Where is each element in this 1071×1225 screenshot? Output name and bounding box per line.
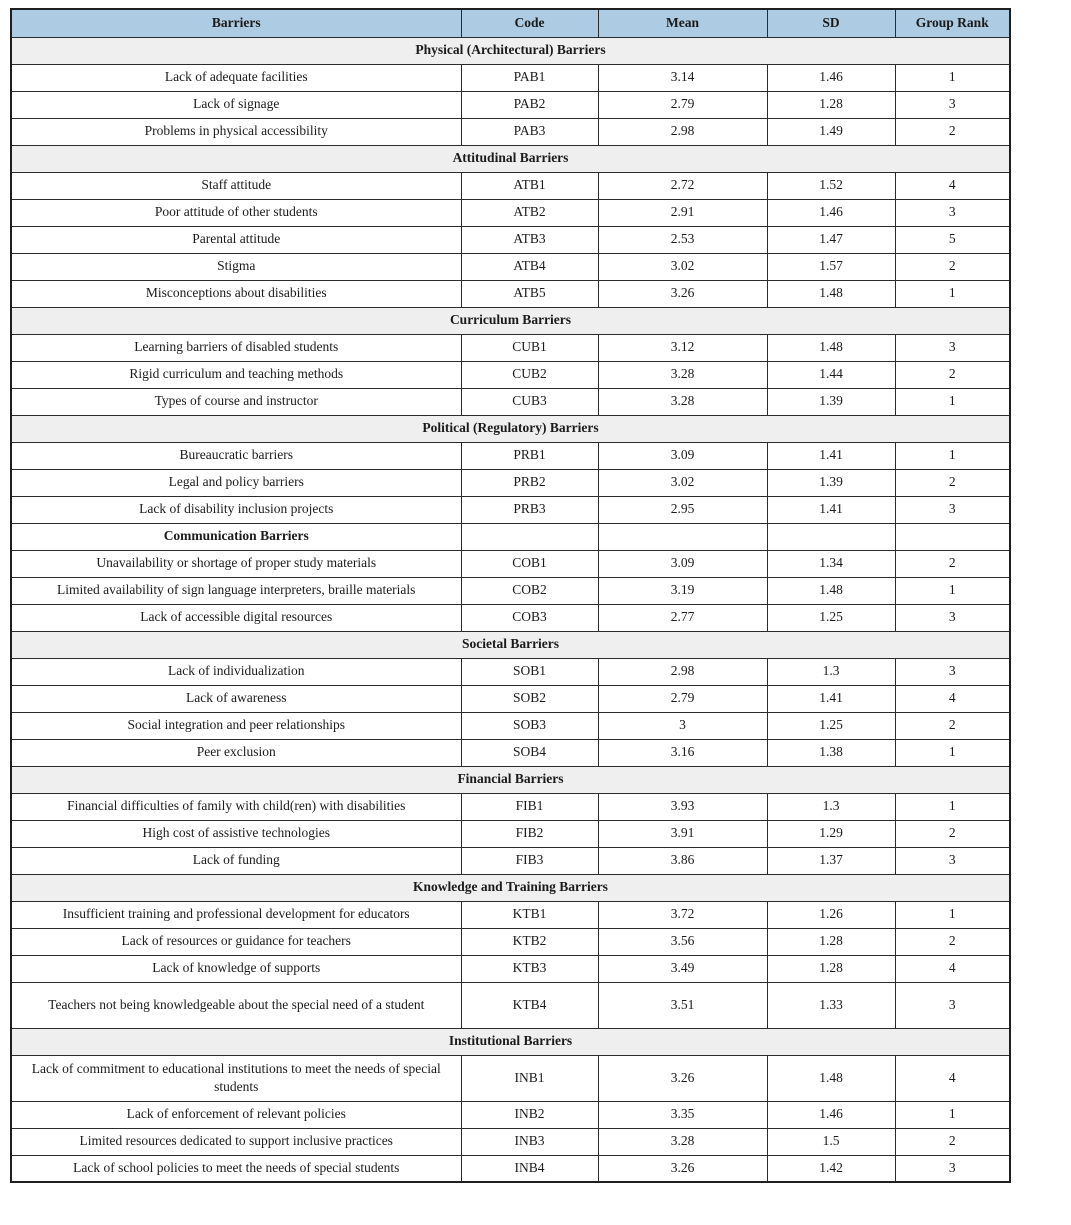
table-row bbox=[11, 982, 1010, 1028]
section-header-row bbox=[11, 1028, 1010, 1055]
sd-cell: 1.57 bbox=[767, 253, 895, 280]
sd-cell: 1.33 bbox=[767, 982, 895, 1028]
table-row bbox=[11, 199, 1010, 226]
barrier-cell: Poor attitude of other students bbox=[11, 199, 461, 226]
mean-cell: 3.28 bbox=[598, 361, 767, 388]
mean-cell: 2.53 bbox=[598, 226, 767, 253]
rank-cell: 1 bbox=[895, 64, 1010, 91]
code-cell: SOB2 bbox=[461, 685, 598, 712]
rank-cell: 1 bbox=[895, 793, 1010, 820]
table-row bbox=[11, 496, 1010, 523]
barrier-cell: Lack of signage bbox=[11, 91, 461, 118]
barrier-cell: Staff attitude bbox=[11, 172, 461, 199]
rank-cell: 4 bbox=[895, 172, 1010, 199]
rank-cell: 2 bbox=[895, 253, 1010, 280]
sd-cell: 1.48 bbox=[767, 1055, 895, 1101]
table-header bbox=[11, 9, 1010, 37]
mean-cell: 3.09 bbox=[598, 550, 767, 577]
sd-cell: 1.46 bbox=[767, 1101, 895, 1128]
section-header: Attitudinal Barriers bbox=[11, 145, 1010, 172]
barrier-cell: Rigid curriculum and teaching methods bbox=[11, 361, 461, 388]
rank-cell: 3 bbox=[895, 982, 1010, 1028]
barrier-cell: Learning barriers of disabled students bbox=[11, 334, 461, 361]
code-cell: CUB3 bbox=[461, 388, 598, 415]
table-row bbox=[11, 712, 1010, 739]
table-row bbox=[11, 172, 1010, 199]
table-row bbox=[11, 1055, 1010, 1101]
mean-cell: 3.86 bbox=[598, 847, 767, 874]
code-cell: FIB1 bbox=[461, 793, 598, 820]
barrier-cell: Lack of individualization bbox=[11, 658, 461, 685]
section-header-row bbox=[11, 415, 1010, 442]
mean-cell: 2.98 bbox=[598, 118, 767, 145]
code-cell: INB1 bbox=[461, 1055, 598, 1101]
rank-cell: 2 bbox=[895, 820, 1010, 847]
table-row bbox=[11, 955, 1010, 982]
section-header: Societal Barriers bbox=[11, 631, 1010, 658]
code-cell: PRB3 bbox=[461, 496, 598, 523]
sd-cell: 1.29 bbox=[767, 820, 895, 847]
sd-cell: 1.49 bbox=[767, 118, 895, 145]
section-header: Knowledge and Training Barriers bbox=[11, 874, 1010, 901]
sd-cell: 1.41 bbox=[767, 685, 895, 712]
code-cell: PRB2 bbox=[461, 469, 598, 496]
table-row bbox=[11, 226, 1010, 253]
mean-cell: 3.19 bbox=[598, 577, 767, 604]
rank-cell: 2 bbox=[895, 469, 1010, 496]
section-header: Curriculum Barriers bbox=[11, 307, 1010, 334]
sd-cell: 1.3 bbox=[767, 793, 895, 820]
code-cell: ATB5 bbox=[461, 280, 598, 307]
sd-cell: 1.34 bbox=[767, 550, 895, 577]
table-row bbox=[11, 577, 1010, 604]
empty-cell bbox=[598, 523, 767, 550]
section-header-row bbox=[11, 145, 1010, 172]
rank-cell: 1 bbox=[895, 280, 1010, 307]
section-header: Financial Barriers bbox=[11, 766, 1010, 793]
table-row bbox=[11, 901, 1010, 928]
barrier-cell: Lack of school policies to meet the needs of special students bbox=[11, 1155, 461, 1182]
table-row bbox=[11, 820, 1010, 847]
column-header-code: Code bbox=[461, 9, 598, 37]
code-cell: ATB4 bbox=[461, 253, 598, 280]
code-cell: INB4 bbox=[461, 1155, 598, 1182]
table-row bbox=[11, 685, 1010, 712]
mean-cell: 3.28 bbox=[598, 1128, 767, 1155]
rank-cell: 2 bbox=[895, 118, 1010, 145]
rank-cell: 3 bbox=[895, 334, 1010, 361]
barrier-cell: Lack of commitment to educational institutions to meet the needs of special students bbox=[11, 1055, 461, 1101]
barrier-cell bbox=[11, 982, 461, 1028]
mean-cell: 3.49 bbox=[598, 955, 767, 982]
rank-cell: 3 bbox=[895, 91, 1010, 118]
section-header: Political (Regulatory) Barriers bbox=[11, 415, 1010, 442]
sd-cell: 1.48 bbox=[767, 334, 895, 361]
code-cell: COB3 bbox=[461, 604, 598, 631]
barrier-cell: Problems in physical accessibility bbox=[11, 118, 461, 145]
sd-cell: 1.28 bbox=[767, 928, 895, 955]
mean-cell: 3.35 bbox=[598, 1101, 767, 1128]
code-cell: KTB2 bbox=[461, 928, 598, 955]
code-cell: FIB3 bbox=[461, 847, 598, 874]
table-row bbox=[11, 469, 1010, 496]
code-cell: KTB1 bbox=[461, 901, 598, 928]
column-header-sd: SD bbox=[767, 9, 895, 37]
sd-cell: 1.41 bbox=[767, 496, 895, 523]
table-row bbox=[11, 1155, 1010, 1182]
mean-cell: 2.91 bbox=[598, 199, 767, 226]
sd-cell: 1.48 bbox=[767, 280, 895, 307]
barrier-cell: Lack of funding bbox=[11, 847, 461, 874]
code-cell: INB3 bbox=[461, 1128, 598, 1155]
code-cell: SOB1 bbox=[461, 658, 598, 685]
rank-cell: 3 bbox=[895, 658, 1010, 685]
table-row bbox=[11, 118, 1010, 145]
barrier-cell: High cost of assistive technologies bbox=[11, 820, 461, 847]
mean-cell: 2.77 bbox=[598, 604, 767, 631]
sd-cell: 1.39 bbox=[767, 469, 895, 496]
section-header: Institutional Barriers bbox=[11, 1028, 1010, 1055]
table-row bbox=[11, 847, 1010, 874]
mean-cell: 3 bbox=[598, 712, 767, 739]
sd-cell: 1.37 bbox=[767, 847, 895, 874]
sd-cell: 1.46 bbox=[767, 199, 895, 226]
mean-cell: 3.26 bbox=[598, 1055, 767, 1101]
rank-cell: 3 bbox=[895, 496, 1010, 523]
rank-cell: 2 bbox=[895, 361, 1010, 388]
sd-cell: 1.42 bbox=[767, 1155, 895, 1182]
header-row bbox=[11, 9, 1010, 37]
mean-cell: 3.12 bbox=[598, 334, 767, 361]
barrier-cell: Lack of knowledge of supports bbox=[11, 955, 461, 982]
empty-cell bbox=[461, 523, 598, 550]
sd-cell: 1.28 bbox=[767, 955, 895, 982]
table-row bbox=[11, 442, 1010, 469]
sd-cell: 1.41 bbox=[767, 442, 895, 469]
column-header-group-rank: Group Rank bbox=[895, 9, 1010, 37]
sd-cell: 1.28 bbox=[767, 91, 895, 118]
barriers-table-container bbox=[10, 8, 1011, 1183]
mean-cell: 2.98 bbox=[598, 658, 767, 685]
code-cell: SOB3 bbox=[461, 712, 598, 739]
code-cell: KTB3 bbox=[461, 955, 598, 982]
code-cell: ATB2 bbox=[461, 199, 598, 226]
code-cell: PRB1 bbox=[461, 442, 598, 469]
sd-cell: 1.25 bbox=[767, 712, 895, 739]
sd-cell: 1.25 bbox=[767, 604, 895, 631]
section-header: Physical (Architectural) Barriers bbox=[11, 37, 1010, 64]
sd-cell: 1.3 bbox=[767, 658, 895, 685]
barrier-cell: Limited resources dedicated to support inclusive practices bbox=[11, 1128, 461, 1155]
barrier-cell: Unavailability or shortage of proper study materials bbox=[11, 550, 461, 577]
table-row bbox=[11, 658, 1010, 685]
section-header-row-inline bbox=[11, 523, 1010, 550]
table-row bbox=[11, 739, 1010, 766]
barrier-cell: Social integration and peer relationships bbox=[11, 712, 461, 739]
barrier-cell: Insufficient training and professional development for educators bbox=[11, 901, 461, 928]
rank-cell: 1 bbox=[895, 442, 1010, 469]
rank-cell: 1 bbox=[895, 739, 1010, 766]
mean-cell: 3.28 bbox=[598, 388, 767, 415]
code-cell: ATB1 bbox=[461, 172, 598, 199]
section-header: Communication Barriers bbox=[11, 523, 461, 550]
code-cell: SOB4 bbox=[461, 739, 598, 766]
mean-cell: 3.02 bbox=[598, 469, 767, 496]
barrier-cell: Legal and policy barriers bbox=[11, 469, 461, 496]
barrier-cell: Lack of adequate facilities bbox=[11, 64, 461, 91]
code-cell: CUB1 bbox=[461, 334, 598, 361]
rank-cell: 1 bbox=[895, 901, 1010, 928]
mean-cell: 3.26 bbox=[598, 280, 767, 307]
table-row bbox=[11, 334, 1010, 361]
barrier-cell: Lack of disability inclusion projects bbox=[11, 496, 461, 523]
sd-cell: 1.44 bbox=[767, 361, 895, 388]
barrier-cell: Peer exclusion bbox=[11, 739, 461, 766]
rank-cell: 3 bbox=[895, 1155, 1010, 1182]
barrier-text: Teachers not being knowledgeable about the special need of a student bbox=[48, 996, 425, 1012]
barrier-cell: Lack of enforcement of relevant policies bbox=[11, 1101, 461, 1128]
rank-cell: 5 bbox=[895, 226, 1010, 253]
code-cell: CUB2 bbox=[461, 361, 598, 388]
barrier-cell: Misconceptions about disabilities bbox=[11, 280, 461, 307]
table-row bbox=[11, 793, 1010, 820]
empty-cell bbox=[895, 523, 1010, 550]
mean-cell: 2.95 bbox=[598, 496, 767, 523]
mean-cell: 2.79 bbox=[598, 685, 767, 712]
rank-cell: 2 bbox=[895, 550, 1010, 577]
code-cell: KTB4 bbox=[461, 982, 598, 1028]
code-cell: PAB3 bbox=[461, 118, 598, 145]
table-row bbox=[11, 1101, 1010, 1128]
mean-cell: 3.93 bbox=[598, 793, 767, 820]
sd-cell: 1.39 bbox=[767, 388, 895, 415]
barrier-cell: Bureaucratic barriers bbox=[11, 442, 461, 469]
rank-cell: 4 bbox=[895, 685, 1010, 712]
mean-cell: 2.79 bbox=[598, 91, 767, 118]
mean-cell: 3.51 bbox=[598, 982, 767, 1028]
rank-cell: 1 bbox=[895, 577, 1010, 604]
table-row bbox=[11, 388, 1010, 415]
sd-cell: 1.52 bbox=[767, 172, 895, 199]
rank-cell: 1 bbox=[895, 1101, 1010, 1128]
empty-cell bbox=[767, 523, 895, 550]
code-cell: PAB1 bbox=[461, 64, 598, 91]
table-row bbox=[11, 604, 1010, 631]
sd-cell: 1.47 bbox=[767, 226, 895, 253]
barrier-cell: Stigma bbox=[11, 253, 461, 280]
code-cell: PAB2 bbox=[461, 91, 598, 118]
barrier-cell: Lack of awareness bbox=[11, 685, 461, 712]
sd-cell: 1.26 bbox=[767, 901, 895, 928]
mean-cell: 3.91 bbox=[598, 820, 767, 847]
sd-cell: 1.46 bbox=[767, 64, 895, 91]
rank-cell: 3 bbox=[895, 847, 1010, 874]
table-row bbox=[11, 550, 1010, 577]
code-cell: COB1 bbox=[461, 550, 598, 577]
barrier-cell: Lack of accessible digital resources bbox=[11, 604, 461, 631]
barriers-table bbox=[10, 8, 1011, 1183]
mean-cell: 3.72 bbox=[598, 901, 767, 928]
rank-cell: 4 bbox=[895, 1055, 1010, 1101]
code-cell: COB2 bbox=[461, 577, 598, 604]
table-row bbox=[11, 91, 1010, 118]
rank-cell: 2 bbox=[895, 1128, 1010, 1155]
mean-cell: 3.02 bbox=[598, 253, 767, 280]
section-header-row bbox=[11, 37, 1010, 64]
barrier-cell: Types of course and instructor bbox=[11, 388, 461, 415]
code-cell: ATB3 bbox=[461, 226, 598, 253]
table-row bbox=[11, 280, 1010, 307]
barrier-cell: Limited availability of sign language interpreters, braille materials bbox=[11, 577, 461, 604]
mean-cell: 3.16 bbox=[598, 739, 767, 766]
mean-cell: 2.72 bbox=[598, 172, 767, 199]
table-row bbox=[11, 1128, 1010, 1155]
mean-cell: 3.09 bbox=[598, 442, 767, 469]
column-header-barriers: Barriers bbox=[11, 9, 461, 37]
barrier-cell: Parental attitude bbox=[11, 226, 461, 253]
barrier-cell: Lack of resources or guidance for teachers bbox=[11, 928, 461, 955]
sd-cell: 1.38 bbox=[767, 739, 895, 766]
table-body bbox=[11, 37, 1010, 1182]
barrier-cell: Financial difficulties of family with child(ren) with disabilities bbox=[11, 793, 461, 820]
code-cell: INB2 bbox=[461, 1101, 598, 1128]
code-cell: FIB2 bbox=[461, 820, 598, 847]
mean-cell: 3.56 bbox=[598, 928, 767, 955]
sd-cell: 1.48 bbox=[767, 577, 895, 604]
table-row bbox=[11, 361, 1010, 388]
rank-cell: 1 bbox=[895, 388, 1010, 415]
table-row bbox=[11, 64, 1010, 91]
rank-cell: 3 bbox=[895, 199, 1010, 226]
sd-cell: 1.5 bbox=[767, 1128, 895, 1155]
rank-cell: 4 bbox=[895, 955, 1010, 982]
rank-cell: 3 bbox=[895, 604, 1010, 631]
mean-cell: 3.14 bbox=[598, 64, 767, 91]
mean-cell: 3.26 bbox=[598, 1155, 767, 1182]
rank-cell: 2 bbox=[895, 712, 1010, 739]
section-header-row bbox=[11, 307, 1010, 334]
table-row bbox=[11, 928, 1010, 955]
column-header-mean: Mean bbox=[598, 9, 767, 37]
section-header-row bbox=[11, 874, 1010, 901]
table-row bbox=[11, 253, 1010, 280]
section-header-row bbox=[11, 766, 1010, 793]
rank-cell: 2 bbox=[895, 928, 1010, 955]
section-header-row bbox=[11, 631, 1010, 658]
